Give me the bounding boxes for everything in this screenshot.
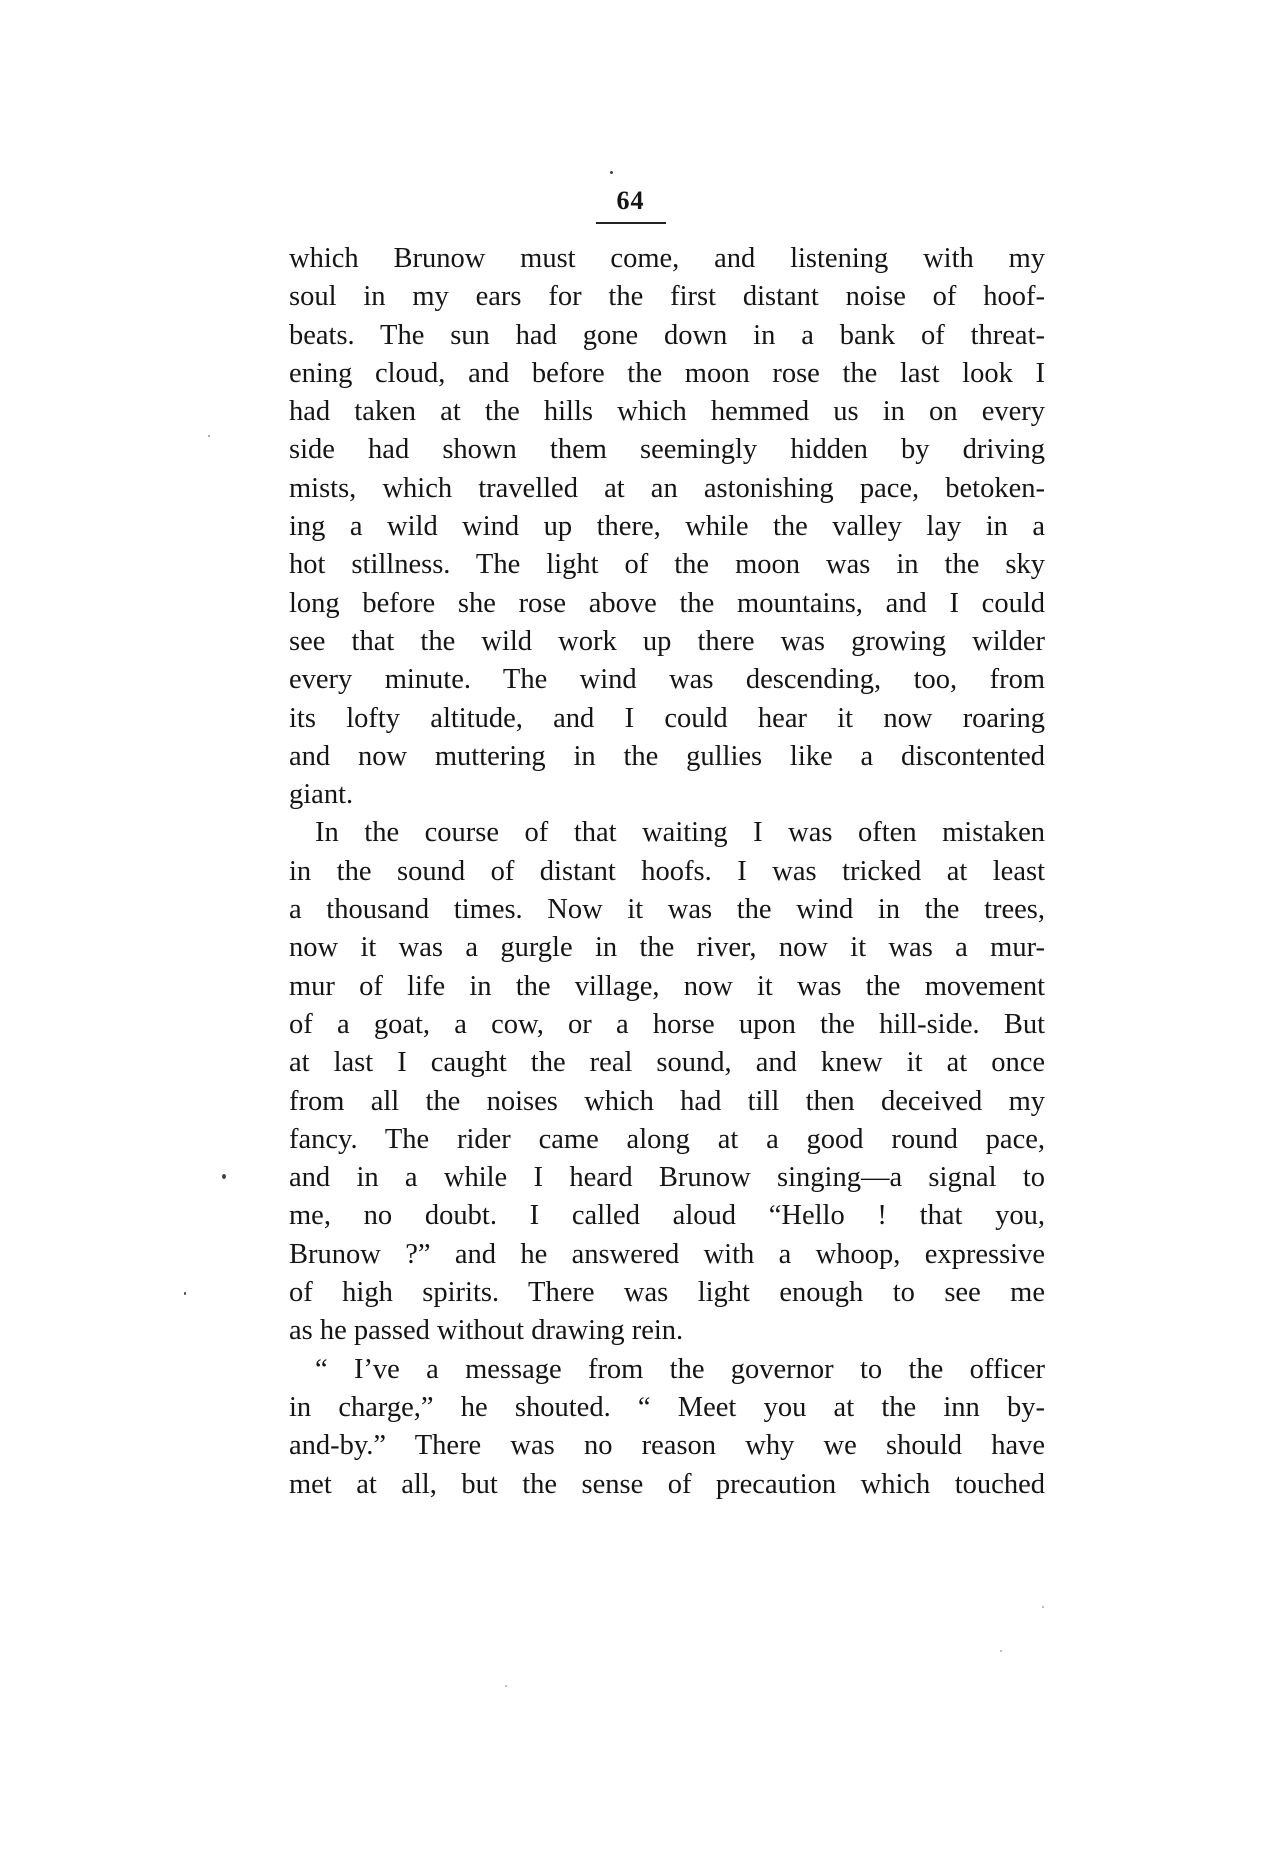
scan-speck [505, 1685, 507, 1687]
text-line: of high spirits. There was light enough to see me [289, 1277, 1045, 1309]
text-line: in charge,” he shouted. “ Meet you at the inn by- [289, 1391, 1045, 1423]
text-line: see that the wild work up there was growing wilder [289, 625, 1045, 657]
text-line: now it was a gurgle in the river, now it was a mur- [289, 932, 1045, 964]
text-line: giant. [289, 779, 354, 811]
scan-speck [184, 1292, 186, 1295]
text-line: as he passed without drawing rein. [289, 1315, 684, 1347]
scan-speck [1000, 1650, 1002, 1652]
text-line: of a goat, a cow, or a horse upon the hill-side. But [289, 1008, 1045, 1040]
text-line: met at all, but the sense of precaution which touched [289, 1468, 1045, 1500]
text-line: in the sound of distant hoofs. I was tricked at least [289, 855, 1045, 887]
text-line: mur of life in the village, now it was the movement [289, 970, 1045, 1002]
text-line: Brunow ?” and he answered with a whoop, expressive [289, 1238, 1045, 1270]
text-line: beats. The sun had gone down in a bank of threat- [289, 319, 1045, 351]
text-line: fancy. The rider came along at a good round pace, [289, 1123, 1045, 1155]
header-rule [596, 222, 666, 224]
text-line: side had shown them seemingly hidden by driving [289, 434, 1045, 466]
text-line: soul in my ears for the first distant noise of hoof- [289, 281, 1045, 313]
text-line: which Brunow must come, and listening with my [289, 243, 1045, 274]
text-line: me, no doubt. I called aloud “Hello ! that you, [289, 1200, 1045, 1232]
paragraph-first-line: “ I’ve a message from the governor to the officer [315, 1353, 1045, 1385]
text-line: ening cloud, and before the moon rose the last look I [289, 357, 1045, 389]
text-line: long before she rose above the mountains, and I could [289, 587, 1045, 619]
scan-speck [1042, 1606, 1044, 1608]
text-line: every minute. The wind was descending, too, from [289, 664, 1045, 696]
text-line: ing a wild wind up there, while the valley lay in a [289, 511, 1045, 543]
text-line: from all the noises which had till then deceived my [289, 1085, 1045, 1117]
body-text [289, 240, 1045, 1504]
scan-speck [208, 435, 210, 437]
text-line: at last I caught the real sound, and knew it at once [289, 1047, 1045, 1079]
text-line: hot stillness. The light of the moon was in the sky [289, 549, 1045, 581]
text-line: and now muttering in the gullies like a discontented [289, 740, 1045, 772]
text-line: and-by.” There was no reason why we should have [289, 1430, 1045, 1462]
scan-speck [610, 171, 613, 174]
scan-speck [222, 1174, 226, 1179]
text-line: had taken at the hills which hemmed us in on every [289, 396, 1045, 428]
text-line: and in a while I heard Brunow singing—a signal to [289, 1162, 1045, 1194]
page-number: 64 [616, 186, 645, 215]
text-line: its lofty altitude, and I could hear it now roaring [289, 702, 1045, 734]
text-line: mists, which travelled at an astonishing pace, betoken- [289, 472, 1045, 504]
paragraph-first-line: In the course of that waiting I was often mistaken [315, 817, 1045, 849]
text-line: a thousand times. Now it was the wind in the trees, [289, 894, 1045, 926]
